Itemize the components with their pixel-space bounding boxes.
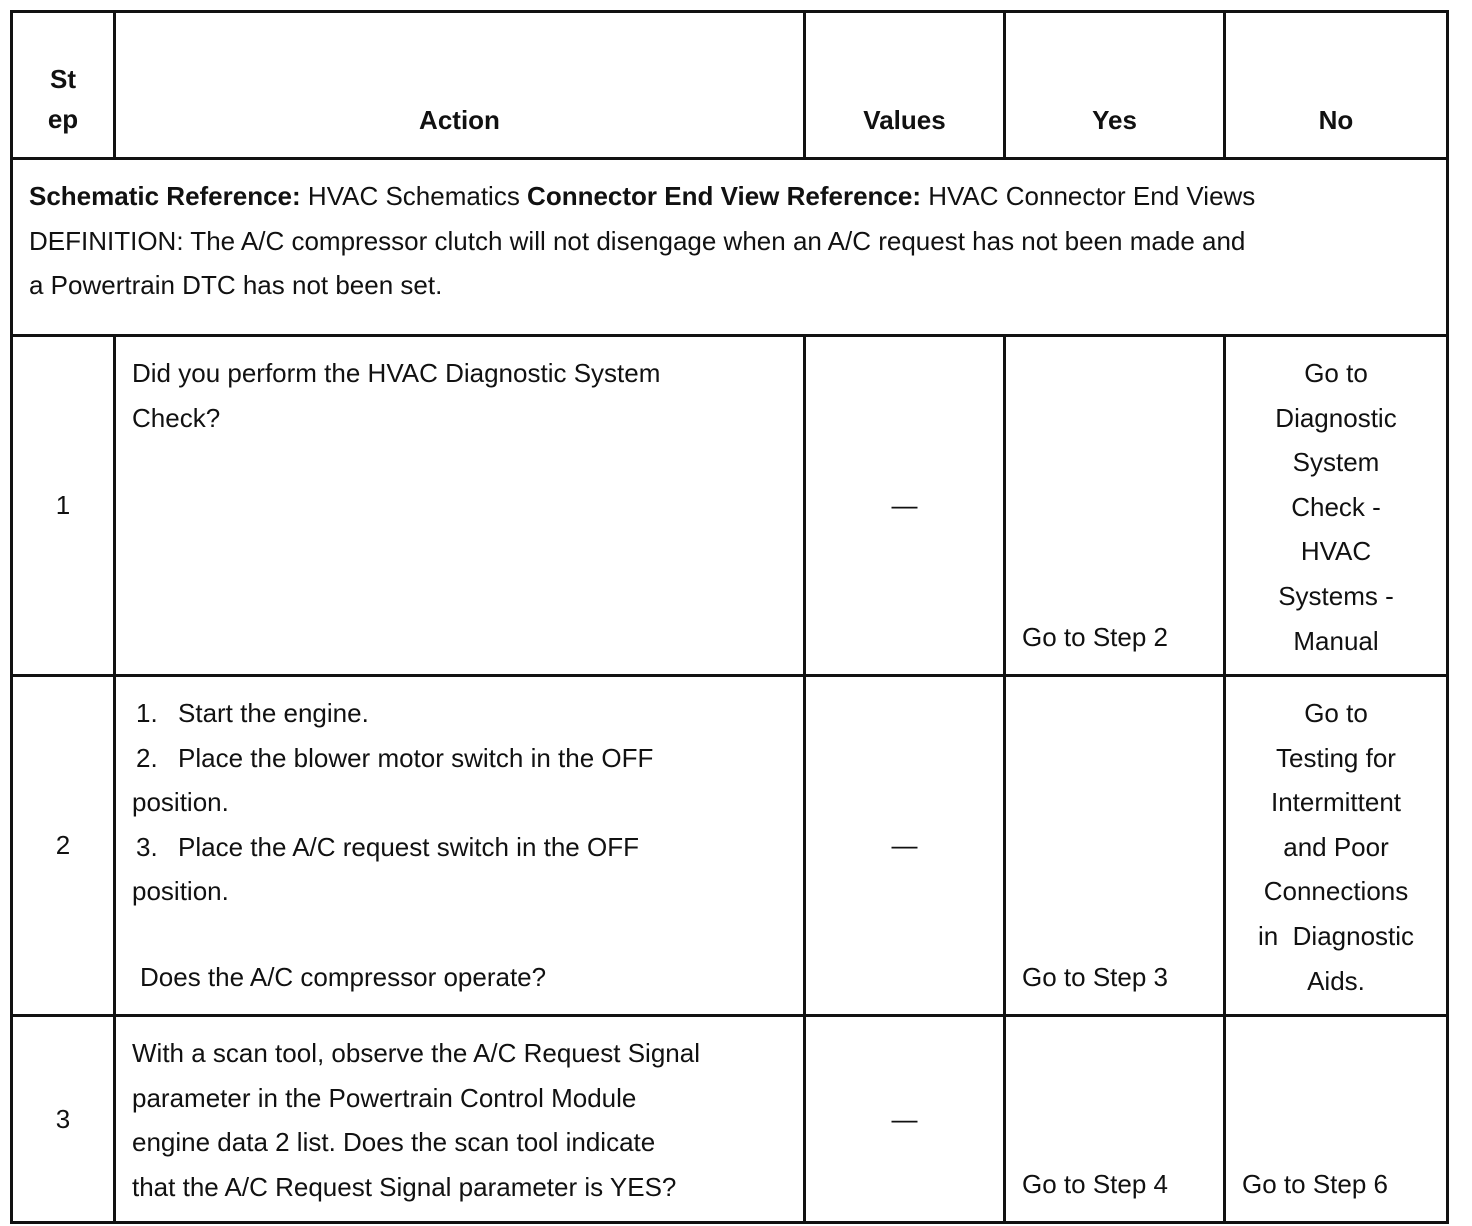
- item-continuation: position.: [132, 876, 229, 907]
- header-row: [12, 12, 1448, 159]
- schematic-reference-value: HVAC Schematics: [300, 181, 528, 211]
- connector-reference-value: HVAC Connector End Views: [921, 181, 1256, 211]
- table-row: [12, 1016, 1448, 1223]
- reference-row: [12, 159, 1448, 336]
- step-number: 1: [12, 336, 115, 676]
- table-row: [12, 676, 1448, 1016]
- definition-line-2: a Powertrain DTC has not been set.: [29, 270, 443, 301]
- action-cell: [115, 676, 805, 1016]
- no-line: in Diagnostic: [1257, 920, 1415, 951]
- value-cell: —: [805, 336, 1005, 676]
- action-line: parameter in the Powertrain Control Module: [132, 1082, 637, 1113]
- table-row: [12, 336, 1448, 676]
- action-cell: [115, 1016, 805, 1223]
- header-step: St ep: [12, 12, 115, 159]
- no-line: Intermittent: [1270, 787, 1402, 818]
- action-question: Does the A/C compressor operate?: [140, 961, 547, 992]
- no-line: Diagnostic: [1275, 402, 1397, 433]
- no-line: Systems -: [1278, 580, 1394, 611]
- reference-line: [29, 174, 1430, 219]
- yes-cell: Go to Step 2: [1005, 336, 1225, 676]
- action-item: [132, 825, 787, 870]
- no-cell: [1225, 336, 1448, 676]
- yes-cell: Go to Step 4: [1005, 1016, 1225, 1223]
- no-line: and Poor: [1283, 831, 1389, 862]
- no-line: Check -: [1291, 491, 1381, 522]
- no-cell: Go to Step 6: [1225, 1016, 1448, 1223]
- action-line: engine data 2 list. Does the scan tool indicate: [132, 1127, 656, 1158]
- header-values: Values: [805, 12, 1005, 159]
- item-number: 1.: [136, 698, 158, 728]
- action-cell: [115, 336, 805, 676]
- no-line: Manual: [1293, 625, 1379, 656]
- step-number: 3: [12, 1016, 115, 1223]
- reference-cell: [12, 159, 1448, 336]
- no-cell: [1225, 676, 1448, 1016]
- yes-cell: Go to Step 3: [1005, 676, 1225, 1016]
- no-line: Go to: [1304, 358, 1368, 388]
- header-yes: Yes: [1005, 12, 1225, 159]
- header-no: No: [1225, 12, 1448, 159]
- action-line: Check?: [132, 402, 221, 433]
- diagnostic-table-document: [10, 10, 1446, 1217]
- item-text: Place the A/C request switch in the OFF: [178, 831, 639, 862]
- definition-line-1: DEFINITION: The A/C compressor clutch will not disengage when an A/C request has not been made and: [29, 225, 1246, 256]
- action-item: [132, 736, 787, 781]
- item-text: Start the engine.: [178, 698, 369, 728]
- value-cell: —: [805, 1016, 1005, 1223]
- no-line: Aids.: [1307, 965, 1365, 996]
- header-action: Action: [115, 12, 805, 159]
- item-text: Place the blower motor switch in the OFF: [178, 742, 654, 773]
- action-line: Did you perform the HVAC Diagnostic System: [132, 358, 661, 388]
- action-line: With a scan tool, observe the A/C Request Signal: [132, 1038, 700, 1068]
- item-continuation: position.: [132, 787, 229, 818]
- action-line: that the A/C Request Signal parameter is YES?: [132, 1171, 677, 1202]
- item-number: 3.: [136, 831, 158, 862]
- step-number: 2: [12, 676, 115, 1016]
- diagnostic-table: [10, 10, 1449, 1224]
- item-number: 2.: [136, 742, 158, 773]
- no-line: Connections: [1263, 876, 1409, 907]
- schematic-reference-label: Schematic Reference:: [29, 181, 301, 211]
- action-item: [132, 691, 787, 736]
- value-cell: —: [805, 676, 1005, 1016]
- no-line: HVAC: [1300, 536, 1372, 567]
- connector-reference-label: Connector End View Reference:: [527, 181, 921, 211]
- no-line: System: [1292, 447, 1380, 478]
- no-line: Go to: [1304, 698, 1368, 728]
- no-line: Testing for: [1276, 742, 1396, 773]
